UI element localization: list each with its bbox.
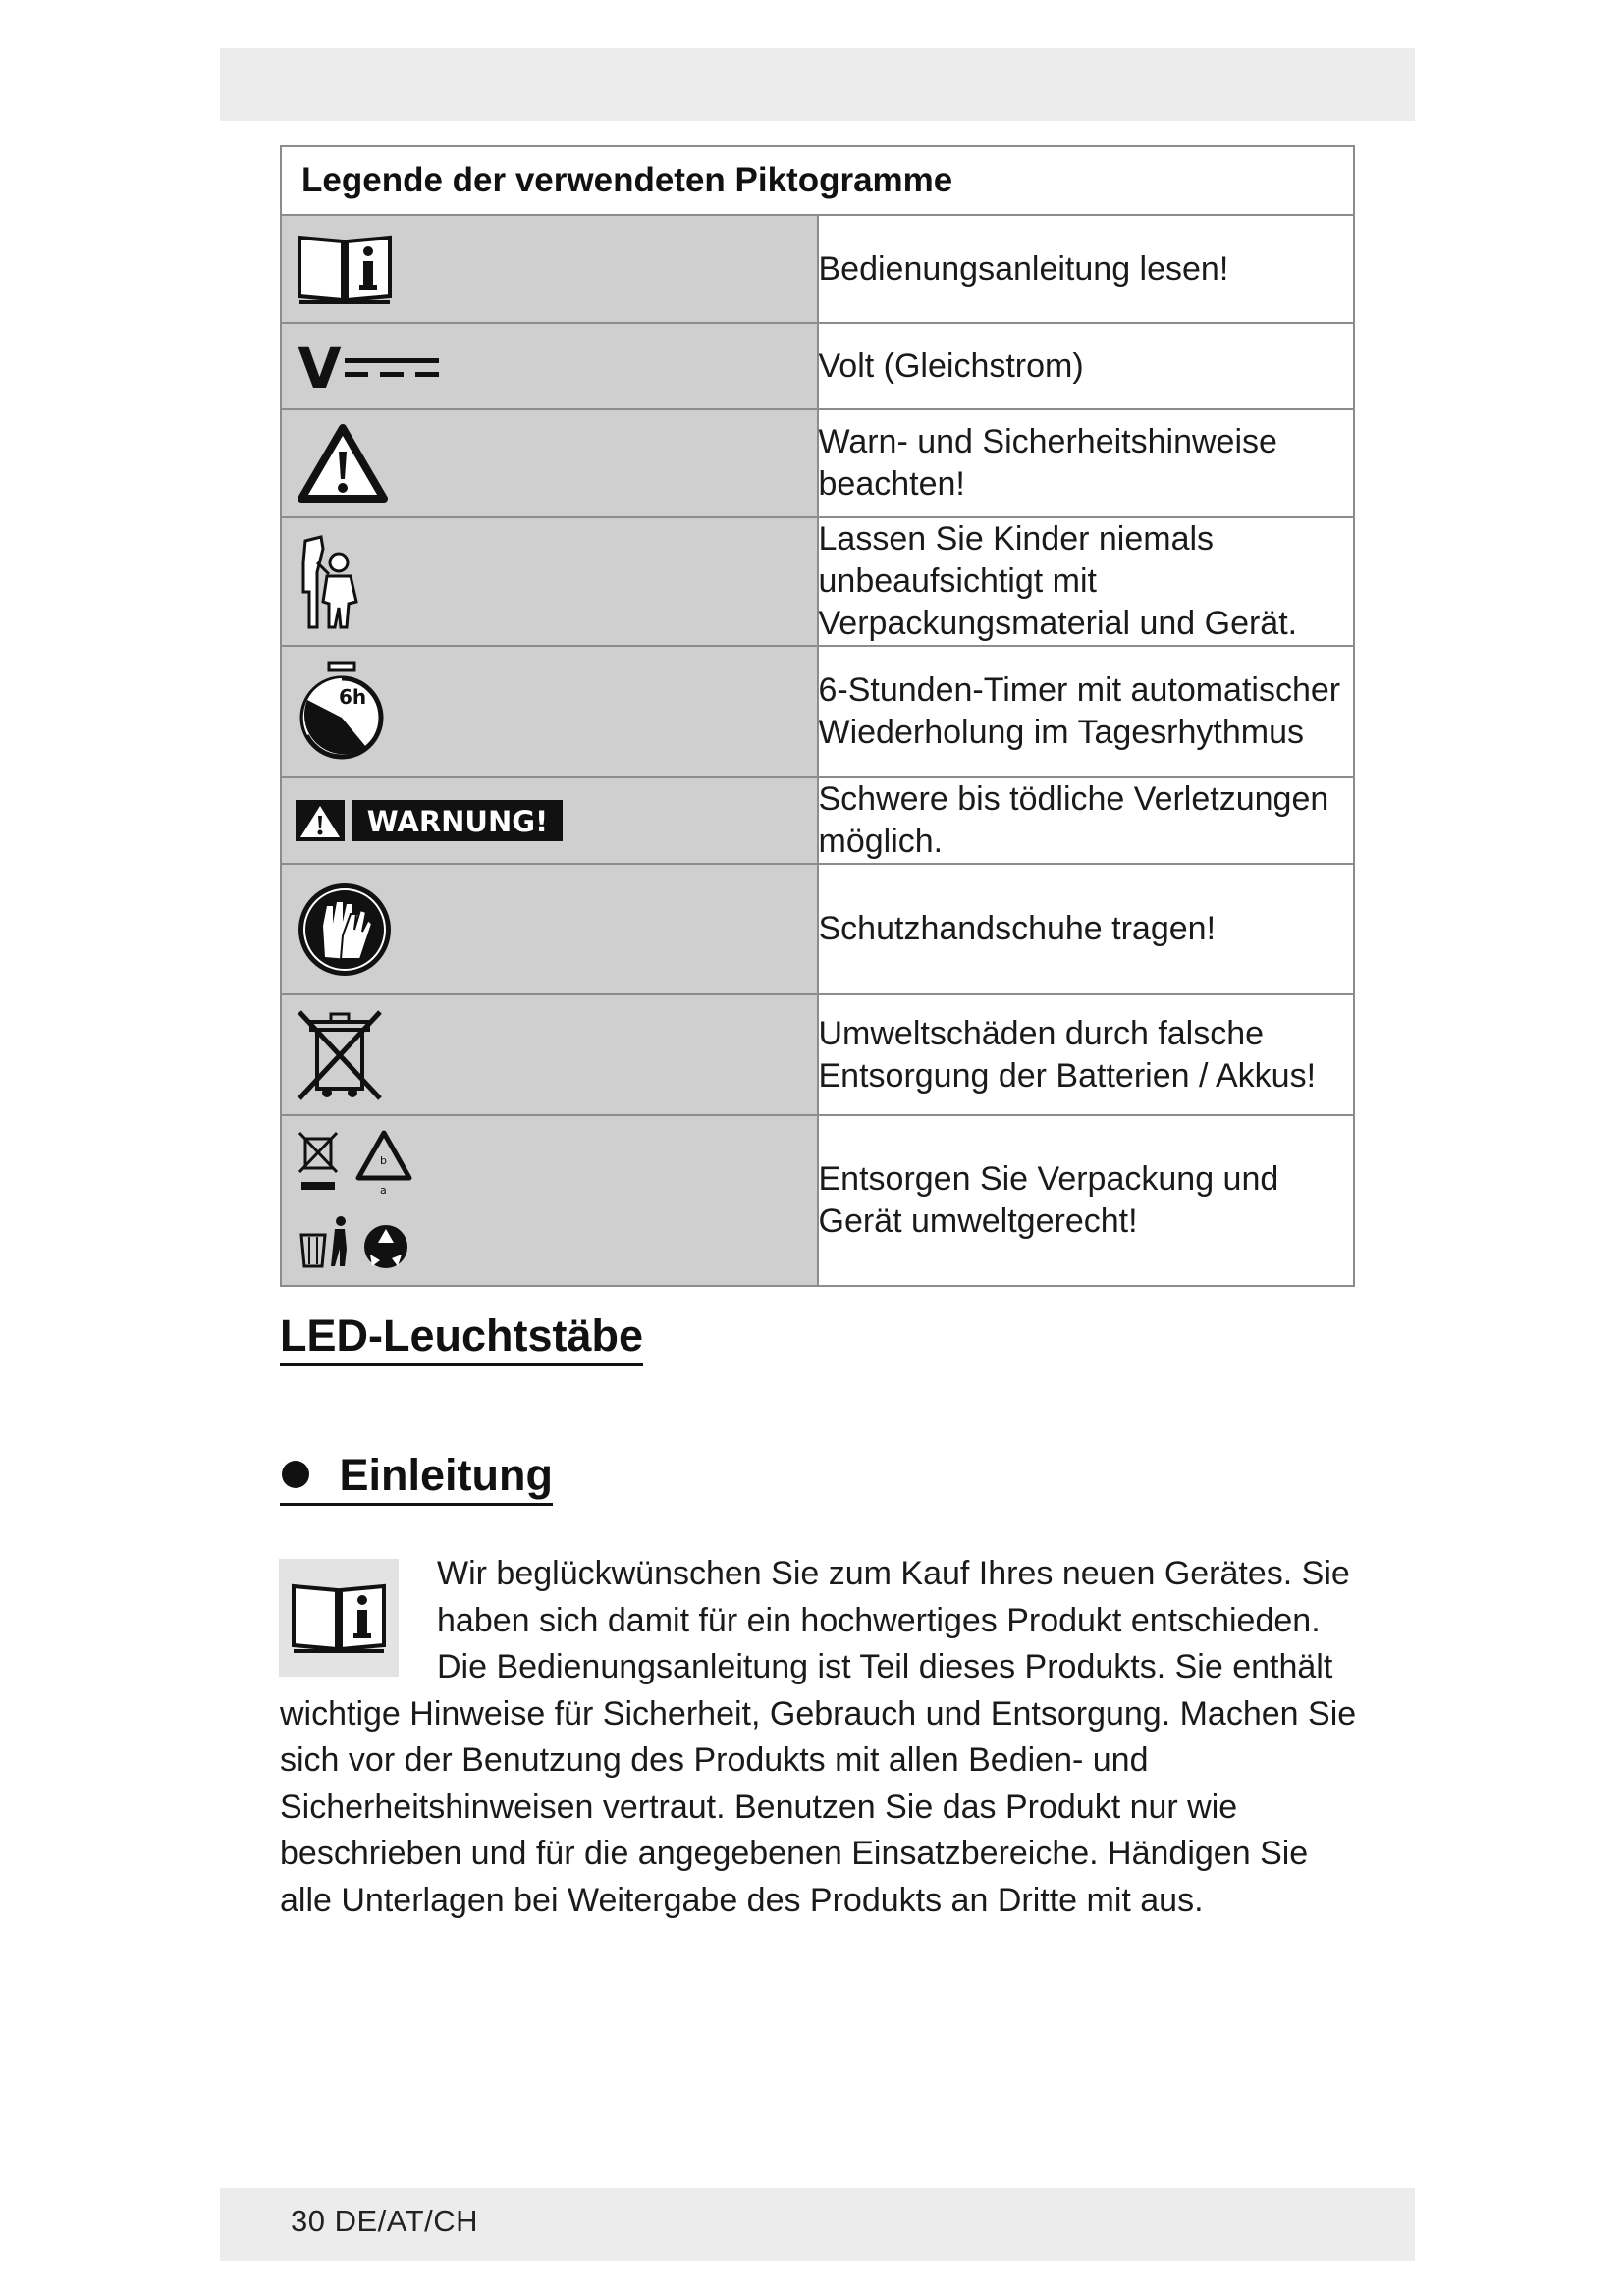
recycling-symbols-icon [296,1127,423,1274]
timer-6h-icon [296,661,388,763]
manual-icon [296,230,394,308]
svg-text:a: a [380,1184,387,1197]
warnung-label-icon [296,796,567,845]
legend-row: Lassen Sie Kinder niemals unbeaufsichtigt mit Verpackungsmaterial und Gerät. [281,517,1354,646]
intro-paragraph: Wir beglückwünschen Sie zum Kauf Ihres neuen Gerätes. Sie haben sich damit für ein hochwertiges Produkt entschieden. Die Bedienungsanleitung ist Teil dieses Produkts. Sie enthält wichtige Hinweise für Sicherheit, Gebrauch und Entsorgung. Machen Sie sich vor der Benutzung des Produkts mit allen Bedien- und Sicherheitshinweisen vertraut. Benutzen Sie das Produkt nur wie beschrieben und für die angegebenen Einsatzbereiche. Händigen Sie alle Unterlagen bei Weitergabe des Produkts an Dritte mit aus. [280,1555,1357,1919]
legend-row: Schutzhandschuhe tragen! [281,864,1354,994]
svg-text:V: V [298,339,342,394]
gloves-icon [296,881,394,979]
legend-title: Legende der verwendeten Piktogramme [281,146,1354,215]
legend-row: Umweltschäden durch falsche Entsorgung der Batterien / Akkus! [281,994,1354,1115]
legend-row: V Volt (Gleichstrom) [281,323,1354,409]
page-footer: 30 DE/AT/CH [291,2204,478,2238]
subsection-title: Einleitung [280,1448,553,1506]
pictogram-legend-table [280,145,1355,1287]
warning-triangle-icon [296,422,390,505]
header-band [220,48,1415,121]
legend-row: Warn- und Sicherheitshinweise beachten! [281,409,1354,517]
volt-dc-icon [296,339,443,394]
legend-row: b a Entsorgen Sie Verpackung und Gerät umweltgerecht! [281,1115,1354,1286]
crossed-bin-icon [296,1008,384,1102]
legend-row: Bedienungsanleitung lesen! [281,215,1354,323]
svg-text:WARNUNG!: WARNUNG! [366,805,549,838]
svg-text:b: b [380,1154,387,1167]
child-supervision-icon [296,533,374,631]
legend-row: 6h 6-Stunden-Timer mit automatischer Wiederholung im Tagesrhythmus [281,646,1354,777]
section-title: LED-Leuchtstäbe [280,1308,643,1366]
legend-header-row [281,146,1354,215]
svg-text:6h: 6h [339,685,367,709]
legend-row: WARNUNG! Schwere bis tödliche Verletzungen möglich. [281,777,1354,864]
